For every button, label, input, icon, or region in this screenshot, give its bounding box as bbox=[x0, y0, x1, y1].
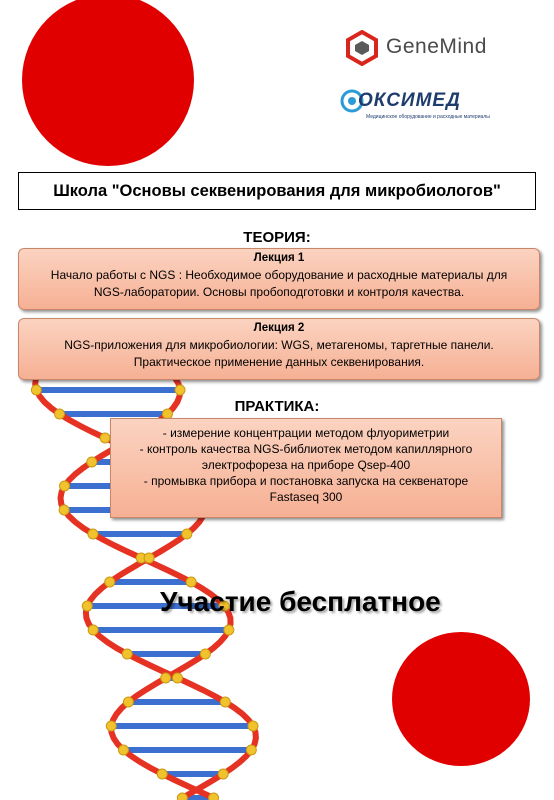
dna-node bbox=[144, 553, 154, 563]
practice-heading: ПРАКТИКА: bbox=[234, 398, 320, 415]
theory-heading: ТЕОРИЯ: bbox=[243, 229, 311, 246]
lecture-1-line-2: NGS-лаборатории. Основы пробоподготовки и контроля качества. bbox=[93, 285, 465, 299]
lecture-2-title: Лекция 2 bbox=[253, 322, 305, 334]
dna-node bbox=[88, 529, 98, 539]
dna-node bbox=[161, 673, 171, 683]
genemind-logo bbox=[344, 30, 504, 66]
dna-node bbox=[172, 673, 182, 683]
dna-node bbox=[118, 745, 128, 755]
practice-line-3: электрофореза на приборе Qsep-400 bbox=[201, 458, 411, 472]
practice-line-5: Fastaseq 300 bbox=[269, 490, 343, 504]
dna-node bbox=[122, 649, 132, 659]
dna-node bbox=[59, 505, 69, 515]
lecture-2-line-2: Практическое применение данных секвенирования. bbox=[133, 355, 425, 369]
practice-box bbox=[110, 418, 502, 518]
oksimed-tagline: Медицинское оборудование и расходные материалы bbox=[366, 114, 490, 120]
genemind-mark-icon bbox=[344, 30, 380, 66]
dna-node bbox=[31, 385, 41, 395]
dna-node bbox=[224, 625, 234, 635]
lecture-1-box bbox=[18, 248, 540, 310]
dna-node bbox=[175, 385, 185, 395]
dna-node bbox=[200, 649, 210, 659]
oksimed-logo bbox=[340, 86, 490, 126]
dna-node bbox=[218, 769, 228, 779]
dna-node bbox=[248, 721, 258, 731]
dna-node bbox=[106, 721, 116, 731]
lecture-1-title: Лекция 1 bbox=[253, 252, 305, 264]
dna-node bbox=[60, 481, 70, 491]
dna-node bbox=[209, 793, 219, 800]
dna-node bbox=[220, 697, 230, 707]
genemind-wordmark: GeneMind bbox=[386, 35, 487, 58]
dna-node bbox=[82, 601, 92, 611]
dna-node bbox=[246, 745, 256, 755]
lecture-2-line-1: NGS-приложения для микробиологии: WGS, метагеномы, таргетные панели. bbox=[64, 338, 494, 352]
free-participation-banner: Участие бесплатное bbox=[160, 586, 441, 617]
practice-line-2: - контроль качества NGS-библиотек методом капиллярного bbox=[139, 442, 473, 456]
dna-node bbox=[157, 769, 167, 779]
lecture-2-box bbox=[18, 318, 540, 380]
dna-node bbox=[177, 793, 187, 800]
dna-node bbox=[182, 529, 192, 539]
oksimed-wordmark: ОКСИМЕД bbox=[358, 90, 461, 111]
practice-line-1: - измерение концентрации методом флуориметрии bbox=[162, 426, 450, 440]
dna-node bbox=[123, 697, 133, 707]
red-circle-top bbox=[22, 0, 194, 166]
practice-line-4: - промывка прибора и постановка запуска на секвенаторе bbox=[143, 474, 469, 488]
red-circle-bottom bbox=[392, 632, 530, 766]
dna-node bbox=[88, 625, 98, 635]
dna-node bbox=[105, 577, 115, 587]
dna-node bbox=[87, 457, 97, 467]
page-title: Школа "Основы секвенирования для микробиологов" bbox=[18, 172, 536, 210]
lecture-1-line-1: Начало работы с NGS : Необходимое оборудование и расходные материалы для bbox=[50, 268, 508, 282]
dna-node bbox=[100, 433, 110, 443]
